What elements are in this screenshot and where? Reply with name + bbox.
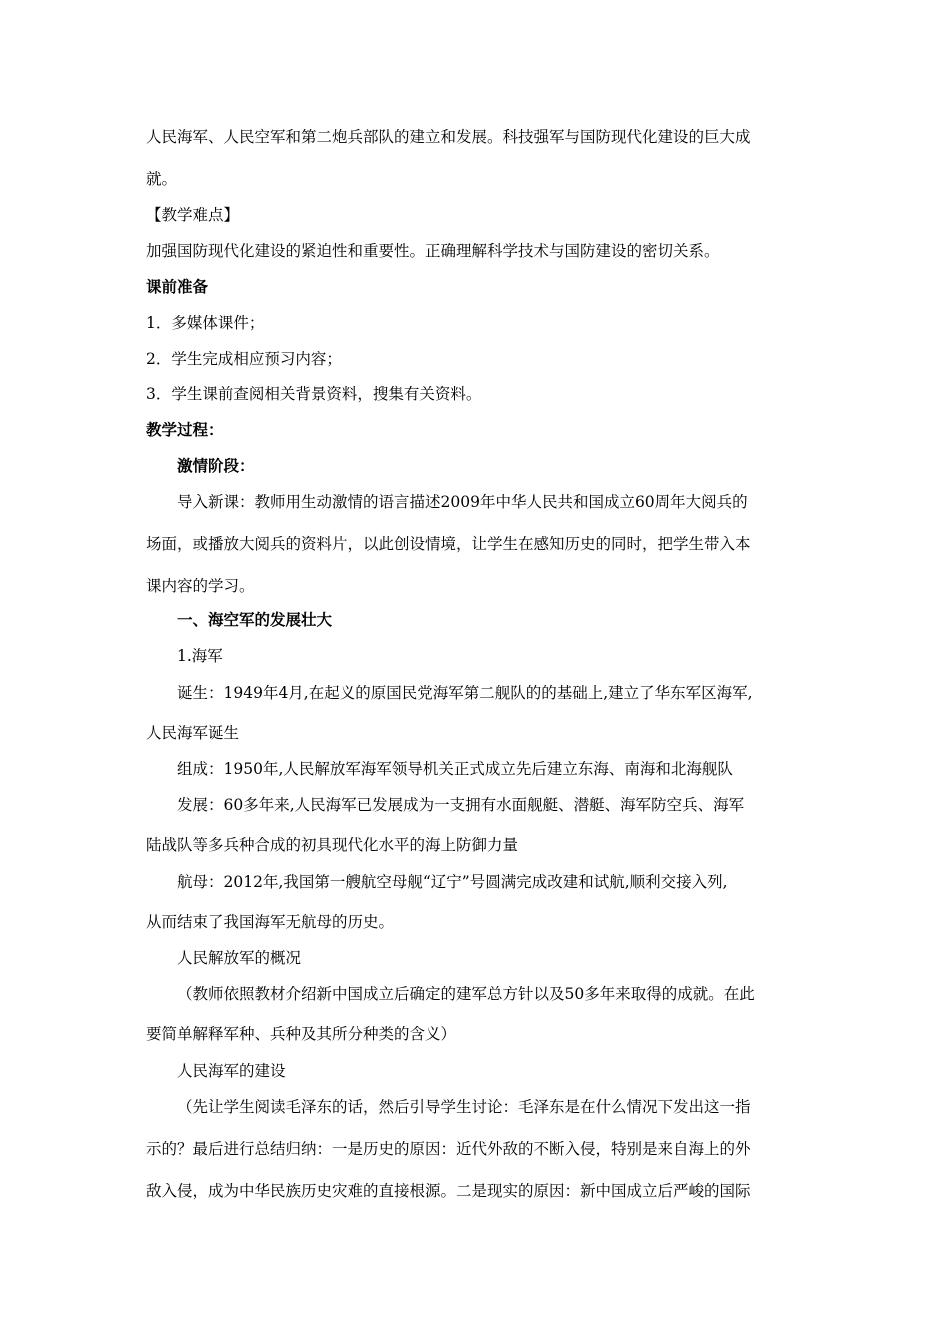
text-line: 就。 bbox=[146, 170, 178, 188]
subsection-heading: 激情阶段： bbox=[177, 456, 255, 475]
section-heading-teaching-difficulty: 【教学难点】 bbox=[146, 206, 240, 224]
text-line: 人民解放军的概况 bbox=[177, 949, 302, 967]
text-line: 加强国防现代化建设的紧迫性和重要性。正确理解科学技术与国防建设的密切关系。 bbox=[146, 242, 720, 260]
text-line: 诞生：1949年4月,在起义的原国民党海军第二舰队的的基础上,建立了华东军区海军, bbox=[177, 684, 753, 702]
text-line: 人民海军的建设 bbox=[177, 1062, 286, 1080]
text-line: 人民海军诞生 bbox=[146, 724, 240, 742]
text-line: 组成：1950年,人民解放军海军领导机关正式成立先后建立东海、南海和北海舰队 bbox=[177, 760, 733, 778]
text-line: 场面，或播放大阅兵的资料片，以此创设情境，让学生在感知历史的同时，把学生带入本 bbox=[146, 535, 751, 553]
text-line: 人民海军、人民空军和第二炮兵部队的建立和发展。科技强军与国防现代化建设的巨大成 bbox=[146, 128, 751, 146]
subsection-heading: 一、海空军的发展壮大 bbox=[177, 610, 333, 629]
list-item: 2．学生完成相应预习内容； bbox=[146, 350, 342, 368]
text-line: （教师依照教材介绍新中国成立后确定的建军总方针以及50多年来取得的成就。在此 bbox=[177, 985, 755, 1003]
text-line: 导入新课：教师用生动激情的语言描述2009年中华人民共和国成立60周年大阅兵的 bbox=[177, 493, 748, 511]
section-heading-teaching-process: 教学过程： bbox=[146, 420, 224, 439]
text-line: 示的？最后进行总结归纳：一是历史的原因：近代外敌的不断入侵，特别是来自海上的外 bbox=[146, 1140, 751, 1158]
text-line: 课内容的学习。 bbox=[146, 577, 255, 595]
list-item: 3．学生课前查阅相关背景资料，搜集有关资料。 bbox=[146, 385, 482, 403]
text-line: 1.海军 bbox=[177, 647, 223, 665]
text-line: 要简单解释军种、兵种及其所分种类的含义） bbox=[146, 1025, 457, 1043]
text-line: 从而结束了我国海军无航母的历史。 bbox=[146, 913, 395, 931]
text-line: （先让学生阅读毛泽东的话，然后引导学生讨论：毛泽东是在什么情况下发出这一指 bbox=[177, 1098, 751, 1116]
text-line: 陆战队等多兵种合成的初具现代化水平的海上防御力量 bbox=[146, 836, 519, 854]
list-item: 1．多媒体课件； bbox=[146, 314, 265, 332]
text-line: 发展：60多年来,人民海军已发展成为一支拥有水面舰艇、潜艇、海军防空兵、海军 bbox=[177, 796, 745, 814]
text-line: 航母：2012年,我国第一艘航空母舰“辽宁”号圆满完成改建和试航,顺利交接入列, bbox=[177, 873, 728, 891]
text-line: 敌入侵，成为中华民族历史灾难的直接根源。二是现实的原因：新中国成立后严峻的国际 bbox=[146, 1182, 751, 1200]
section-heading-preparation: 课前准备 bbox=[146, 277, 209, 296]
